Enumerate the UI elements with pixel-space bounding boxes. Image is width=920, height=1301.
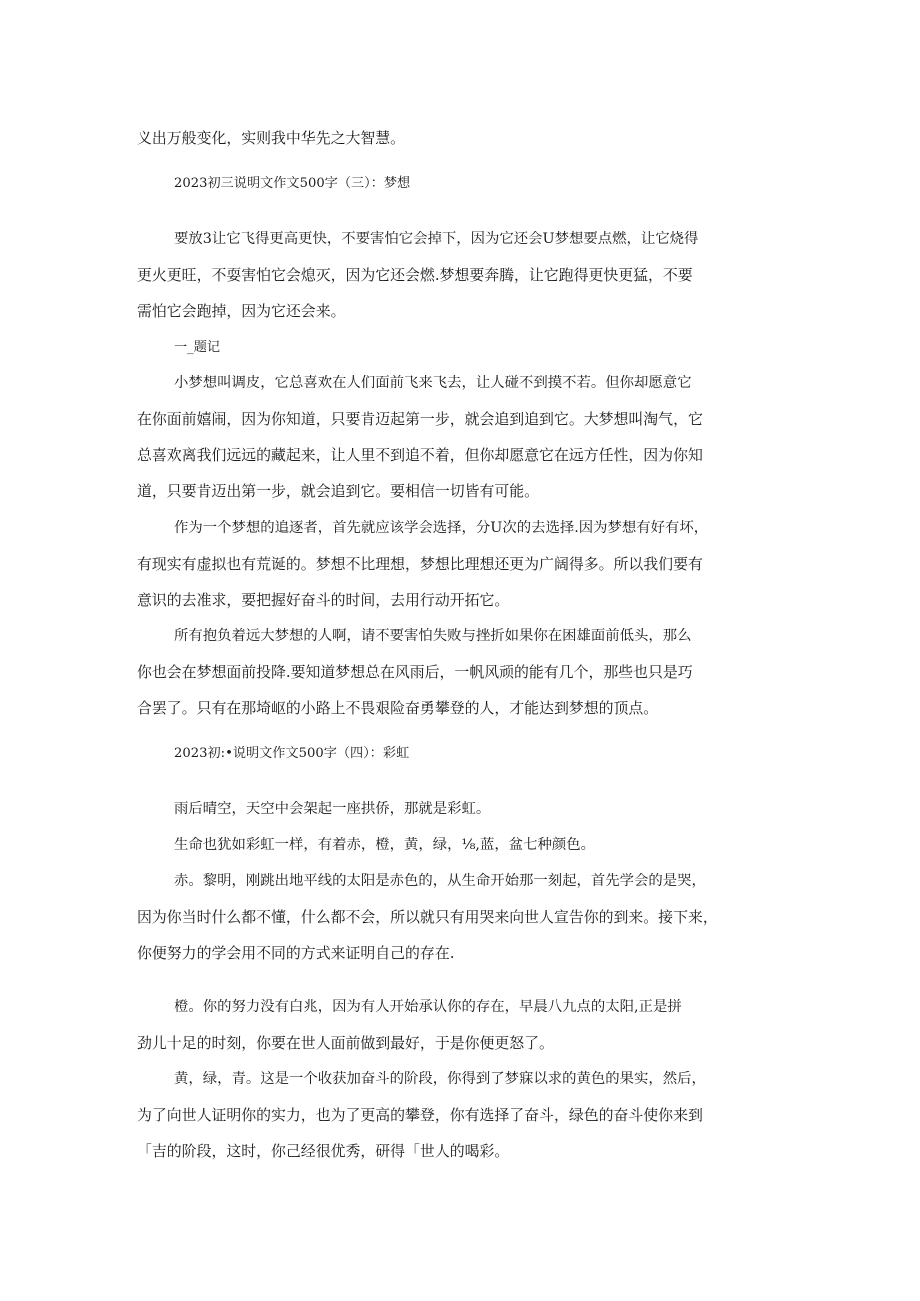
- text-line: 黄，绿，青。这是一个收获加奋斗的阶段，你得到了梦寐以求的黄色的果实，然后，: [174, 1071, 706, 1087]
- text-line: 合罢了。只有在那埼岖的小路上不畏艰险奋勇攀登的人，才能达到梦想的顶点。: [137, 699, 659, 717]
- text-line: 要放3让它飞得更高更快，不要害怕它会掉下，因为它还会U梦想要点燃，让它烧得: [174, 231, 699, 247]
- text-line: 橙。你的努力没有白兆，因为有人开始承认你的存在，早晨八九点的太阳,正是拼: [174, 999, 682, 1015]
- text-line: 雨后晴空，天空中会架起一座拱侨，那就是彩虹。: [174, 801, 491, 817]
- text-line: 道，只要肯迈出第一步，就会追到它。要相信一切皆有可能。: [137, 482, 540, 500]
- text-line: 你便努力的学会用不同的方式来证明自己的存在.: [137, 944, 455, 962]
- text-line: 「吉的阶段，这时，你己经很优秀，研得「世人的喝彩。: [137, 1142, 510, 1160]
- text-line: 总喜欢离我们远远的藏起来，让人里不到追不着，但你却愿意它在远方任性，因为你知: [137, 446, 703, 464]
- section-heading: 2023初三说明文作文500字（三）：梦想: [174, 176, 411, 191]
- text-line: 义出万般变化，实则我中华先之大智慧。: [137, 129, 406, 147]
- text-line: 劲儿十足的时刻，你要在世人面前做到最好，于是你便更怒了。: [137, 1034, 554, 1052]
- text-line: 生命也犹如彩虹一样，有着赤，橙，黄，绿，⅛,蓝，盆七种颜色。: [174, 837, 596, 853]
- text-line: 赤。黎明，刚跳出地平线的太阳是赤色的，从生命开始那一刻起，首先学会的是哭，: [174, 873, 706, 889]
- text-line: 你也会在梦想面前投降.要知道梦想总在风雨后，一帆风顽的能有几个，那些也只是巧: [137, 663, 693, 681]
- text-line: 需怕它会跑掉，因为它还会来。: [137, 302, 346, 320]
- epigraph-label: 一_题记: [174, 340, 221, 355]
- text-line: 在你面前嬉闹，因为你知道，只要肯迈起第一步，就会追到追到它。大梦想叫淘气，它: [137, 410, 703, 428]
- text-line: 为了向世人证明你的实力，也为了更高的攀登，你有选择了奋斗，绿色的奋斗使你来到: [137, 1106, 703, 1124]
- text-line: 意识的去准求，要把握好奋斗的时间，去用行动开拓它。: [137, 591, 510, 609]
- text-line: 更火更旺，不耍害怕它会熄灭，因为它还会燃.梦想要奔腾，让它跑得更快更猛，不要: [137, 266, 693, 284]
- text-line: 小梦想叫调皮，它总喜欢在人们面前飞来飞去，让人碰不到摸不若。但你却愿意它: [174, 375, 692, 391]
- text-line: 有现实有虚拟也有荒诞的。梦想不比理想，梦想比理想还更为广阔得多。所以我们要有: [137, 555, 703, 573]
- text-line: 所有抱负着远大梦想的人啊，请不要害怕失败与挫折如果你在困雄面前低头，那么: [174, 628, 692, 644]
- text-line: 因为你当时什么都不懂，什么都不会，所以就只有用哭来向世人宣告你的到来。接下来，: [137, 908, 718, 926]
- section-heading: 2023初:•说明文作文500字（四）：彩虹: [174, 746, 410, 761]
- text-line: 作为一个梦想的追逐者，首先就应该学会选择，分U次的去选择.因为梦想有好有坏，: [174, 520, 709, 536]
